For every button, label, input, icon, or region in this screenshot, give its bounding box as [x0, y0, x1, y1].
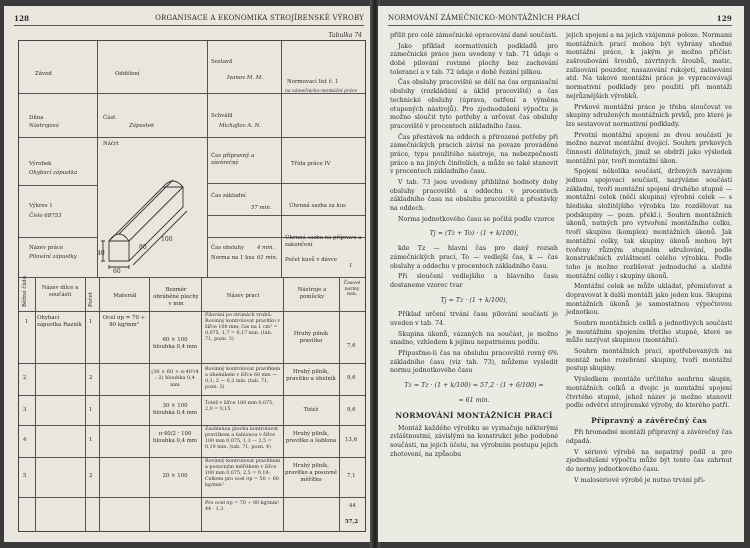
cislo-value: Číslo 68753: [29, 213, 62, 219]
paragraph: Prvotní montážní spojení ze dvou součástí je možno nazvat montážní dvojicí. Souhrn prvkových činností dělitelných, jimiž se obdrží jako výsledek montážní pár, tvoří montážní úkon.: [566, 131, 732, 165]
paragraph: Jako příklad normativních podkladů pro zámečnické práce jsou uvedeny v tab. 71 údaje o době pilování rovinné plochy bez zachování tolerancí a v tab. 72 údaje o době řezání pilkou.: [390, 42, 558, 76]
norma-value: 61 min.: [257, 255, 278, 261]
cast-label: Část: [103, 115, 116, 121]
left-page: [4, 6, 372, 542]
cas-pripravny: Čas přípravný a závěrečný: [211, 153, 255, 166]
paragraph: jejich spojení a na jejich vzájemné poloze. Normami montážních prací mohou být vybrány shodné montážní práce, k jakým je možno přičíst: zašroubování šroubů, závrtných šroubů, matic, zalisování pouzder, nasazování rukojetí, zalisování atd. Na takové montážní práce je vypracovávají normativní podklady pro použití při montáži nejrůznějších výrobků.: [566, 32, 732, 100]
paragraph: Čas přestávek na oddech a přirozené potřeby při zámečnických pracích závisí na povaze prováděné práce, typu použitého nástroje, na nebezpečnosti práce a na jiných činitelích, a může se také stanovit v procentech základního času.: [390, 133, 558, 176]
paragraph: Skupina úkonů, vázaných na součást, je možno snadno, vzhledem k jejímu nepatrnému podílu.: [390, 330, 558, 347]
uhrnna-sazba: Úhrnná sazba za kus: [289, 203, 346, 209]
sestavil-label: Sestavil: [211, 59, 233, 65]
paragraph: Souhrn montážních prací, spotřebovaných na montáž nebo rozebrání skupiny, tvoří montážní postup skupiny.: [566, 348, 732, 373]
cas-obsluhy-value: 4 min.: [257, 245, 275, 251]
vyrobek-value: Ohybací zápustka: [29, 170, 78, 176]
paragraph: Souhrn montážních celků a jednotlivých součástí je montážním spojením třetího stupně, které se může nazývat skupinou (montážní).: [566, 320, 732, 345]
normovaci-list-table: Závod Oddělení Sestavil Ivanov M. M. Normovací list č. 1 na zámečnicko-montážní práce Dílna Nástrojová Část Zápustek Schválil Michajlov A. N. Výrobek Ohybací zápustka Náčrt Čas přípravný a závěrečný Třída práce IV Výkres 1 Číslo 68753 Čas základní 57 min. Úhrnná sazba za kus Název práce Pilování zápustky Čas obsluhy 4 min. Norma na 1 kus 61 min. Úhrnná sazba na přípravu a zakončení Počet kusů v dávce 1 40 60 80 100 Běžné číslo Název dílce a součásti Počet Materiál Rozměr obráběné plochy v mm Název prací Nástroje a pomůcky Časové normy min. 1 Ohybací zápustka Razník 1 Ocel σp = 70 ÷ 80 kg/mm² 60 × 100 hloubka 0,4 mm Pilování po stranách vrubů: Rovinný kontrolovat pravítko v šířce 100 mm; čas na 1 cm² = 0,075, 1,7 = 0,17 min. (tab. 71, pozn. 3) Hrubý pilník pravítko 7,6 2 2 (30 × 60 + π·40²/4 : 2) hloubka 0,4 mm Rovinný kontrolovat pravítkem a úhelníkem v šířce 60 mm — 0,1; 2 — 0,2 min. (tab. 71, pozn. 3) Hrubý pilník, pravítko a úhelník 9,6 3 1 30 × 100 hloubka 0,4 mm Totéž v šířce 100 mm 0,075, 2,0 = 0,15 Totéž 9,6 4 1 π·40/2 · 100 hloubka 0,4 mm Zaoblenou plochu kontrolovat pravítkem a šablonou v šířce 100 mm 0,075, 1,3 — 2,5 = 0,19 min. (tab. 71, pozn. 4) Hrubý pilník, pravítko a šablona 13,6 5 2 20 × 100 Rovinný kontrolovat pravítkem a posuvným měřítkem v šířce 100 mm 0,075, 2,5 = 0,19; Celkem pro ocel σp = 50 ÷ 60 kg/mm² Hrubý pilník, pravítko a posuvné měřítko 7,1 Pro ocel σp = 70 ÷ 80 kg/mm² 44 · 1,3 44 57,2: [18, 40, 366, 532]
pocet-kusu-value: 1: [349, 263, 353, 269]
col-header-casove-normy: Časové normy min.: [343, 281, 361, 298]
paragraph: Čas obsluhy pracoviště se dělí na čas organisační obsluhy (rozkládání a úklid pracoviště) a čas technické obsluhy (úprava, ostření a výměna otupených nástrojů). Pro zjednodušení výpočtu je možno sloučit tyto potřeby a určovat čas obsluhy pracoviště v procentech základního času.: [390, 79, 558, 130]
col-header-nazev-dilce: Název dílce a součásti: [41, 285, 79, 298]
vyrobek-label: Výrobek: [29, 161, 52, 167]
right-page: [378, 6, 744, 542]
dilna-label: Dílna: [29, 115, 44, 121]
nazev-prace-value: Pilování zápustky: [29, 254, 77, 260]
cas-zakladni-value: 57 min.: [251, 205, 272, 211]
running-head: NORMOVÁNÍ ZÁMEČNICKO-MONTÁŽNÍCH PRACÍ: [388, 14, 581, 22]
section-heading: Přípravný a závěrečný čas: [591, 415, 707, 425]
nacrt-label: Náčrt: [103, 141, 119, 147]
left-running-header: [14, 14, 364, 23]
paragraph: Norma jednotkového času se počítá podle vzorce: [398, 215, 555, 223]
cas-obsluhy: Čas obsluhy: [211, 245, 244, 251]
text-column-left: [390, 32, 558, 462]
trida-prace: Třída práce IV: [291, 161, 331, 167]
uhrnna-sazba-priprava: Úhrnná sazba na přípravu a zakončení: [285, 235, 362, 248]
col-header-rozmer: Rozměr obráběné plochy v mm: [153, 287, 199, 307]
paragraph: Výsledkem montáže určitého souhrnu skupin, montážních celků a dvojic je montážní spojení čtvrtého stupně, jehož název je možno stanovit podle odvětví strojírenské výroby, do kterého patří.: [566, 376, 732, 410]
paragraph: Příklad určení trvání času pilování součástí je uveden v tab. 74.: [390, 311, 558, 327]
header-rule: [388, 25, 732, 26]
formula: Tj = Tz · (1 + k/100),: [440, 296, 508, 304]
col-header-material: Materiál: [113, 293, 137, 299]
header-rule: [14, 25, 364, 26]
paragraph: Při hromadné montáži přípravný a závěrečný čas odpadá.: [566, 429, 732, 445]
schvalil-value: Michajlov A. N.: [219, 123, 261, 129]
paragraph: Montáž každého výrobku se vyznačuje některými zvláštnostmi, závislými na konstrukci jeho podobné součásti, na jejich účelu, na výrobním postupu jejich zhotovení, na způsobu: [390, 424, 558, 458]
col-header-pocet: Počet: [88, 291, 94, 307]
dilna-value: Nástrojová: [29, 123, 59, 129]
formula: Tz = Tz · (1 + k/100) = 57,2 · (1 + 6/100) =: [404, 382, 544, 390]
paragraph: Při sloučení vedlejšího a hlavního času dostaneme vzorec tvar: [390, 273, 558, 289]
nazev-prace-label: Název práce: [29, 245, 64, 251]
dim-b: 60: [113, 268, 121, 275]
paragraph: V sériové výrobě na nepatrný podíl a pro zjednodušení výpočtu může být tento čas zahrnut do normy jednotkového času.: [566, 448, 732, 473]
cas-zakladni: Čas základní: [211, 193, 246, 199]
normovaci-list: Normovací list č. 1: [287, 79, 339, 85]
paragraph: V malosériové výrobě je nutno trvání při-: [574, 476, 706, 484]
dim-d: 100: [161, 236, 173, 243]
schvalil-label: Schválil: [211, 113, 233, 119]
col-header-nastroje: Nástroje a pomůcky: [297, 287, 327, 300]
paragraph: přilit pro celé zámečnické opracování daně součásti.: [390, 32, 558, 39]
col-header-nazev-praci: Název prací: [226, 293, 260, 299]
paragraph: V tab. 73 jsou uvedeny přibližné hodnoty doby obsluhy pracoviště a oddechu v procentech základního času na obsluhu pracoviště a přestávky na oddech.: [390, 179, 558, 213]
paragraph: Připusťme-li čas na obsluhu pracoviště rovný 6% základního času (viz tab. 73), můžeme vysledit normu jednotkového času: [390, 350, 558, 375]
paragraph: kde Tz — hlavní čas pro daný rozsah zámečnických prací, To — vedlejší čas, k — čas obsluhy a oddechu v procentech základního času.: [390, 245, 558, 270]
pocet-kusu: Počet kusů v dávce: [285, 257, 338, 263]
section-heading: NORMOVÁNÍ MONTÁŽNÍCH PRACÍ: [395, 411, 553, 421]
page-number: 128: [14, 14, 30, 23]
text-column-right: [566, 32, 732, 487]
right-running-header: [388, 14, 732, 23]
zapustka-sketch: [99, 145, 205, 273]
paragraph: Montážní celek se může ukládat, přemisťovat a dopravovat k další montáži jako jeden kus. Skupina montážních úkonů je samostatnou výpočtovou jednotkou.: [566, 283, 732, 317]
norma: Norma na 1 kus: [211, 255, 255, 261]
zavod-label: Závod: [35, 71, 52, 77]
paragraph: Prvkové montážní práce je třeba sloučovat ve skupiny sdružených montážních prvků, pro které je lze sestavovat normativní podklady.: [566, 103, 732, 128]
formula-result: = 61 min.: [458, 396, 490, 404]
sestavil-value: Ivanov M. M.: [227, 75, 264, 81]
paragraph: Spojení několika součástí, držených navzájem jednou spojovací součástí, nazýváme součástí základní, tvoří montážní spojení druhého stupně — montážní celek (něčí skupina) výrobní celek — s hlediska složitějšího výrobku lze rozdělovat na podskupiny — pozn. překl.). Souhrn montážních úkonů, nutných pro vytvoření montážního celku, tvoří skupinu (komplex) montážních úkonů. Jak montážní celky, tak skupiny úkonů mohou být tvořeny různým stupněm sdružování, podle konstrukčních zvláštností celého výrobku. Podle toho je možno rozlišovat jednoduché a složité montážní celky i skupiny úkonů.: [566, 168, 732, 280]
vykres-label: Výkres 1: [29, 203, 53, 209]
running-head: ORGANISACE A EKONOMIKA STROJÍRENSKÉ VÝROBY: [155, 14, 364, 22]
normovaci-sub: na zámečnicko-montážní práce: [285, 89, 358, 94]
table-label: Tabulka 74: [328, 32, 362, 39]
dim-a: 40: [97, 250, 105, 257]
cast-value: Zápustek: [129, 123, 155, 129]
page-number: 129: [716, 14, 732, 23]
table-total: 57,2: [345, 519, 359, 525]
col-header-bezne-cislo: Běžné číslo: [22, 276, 28, 307]
oddeleni-label: Oddělení: [115, 71, 140, 77]
dim-c: 80: [139, 244, 147, 251]
formula: Tj = (Tz + To) · (1 + k/100),: [429, 230, 519, 238]
